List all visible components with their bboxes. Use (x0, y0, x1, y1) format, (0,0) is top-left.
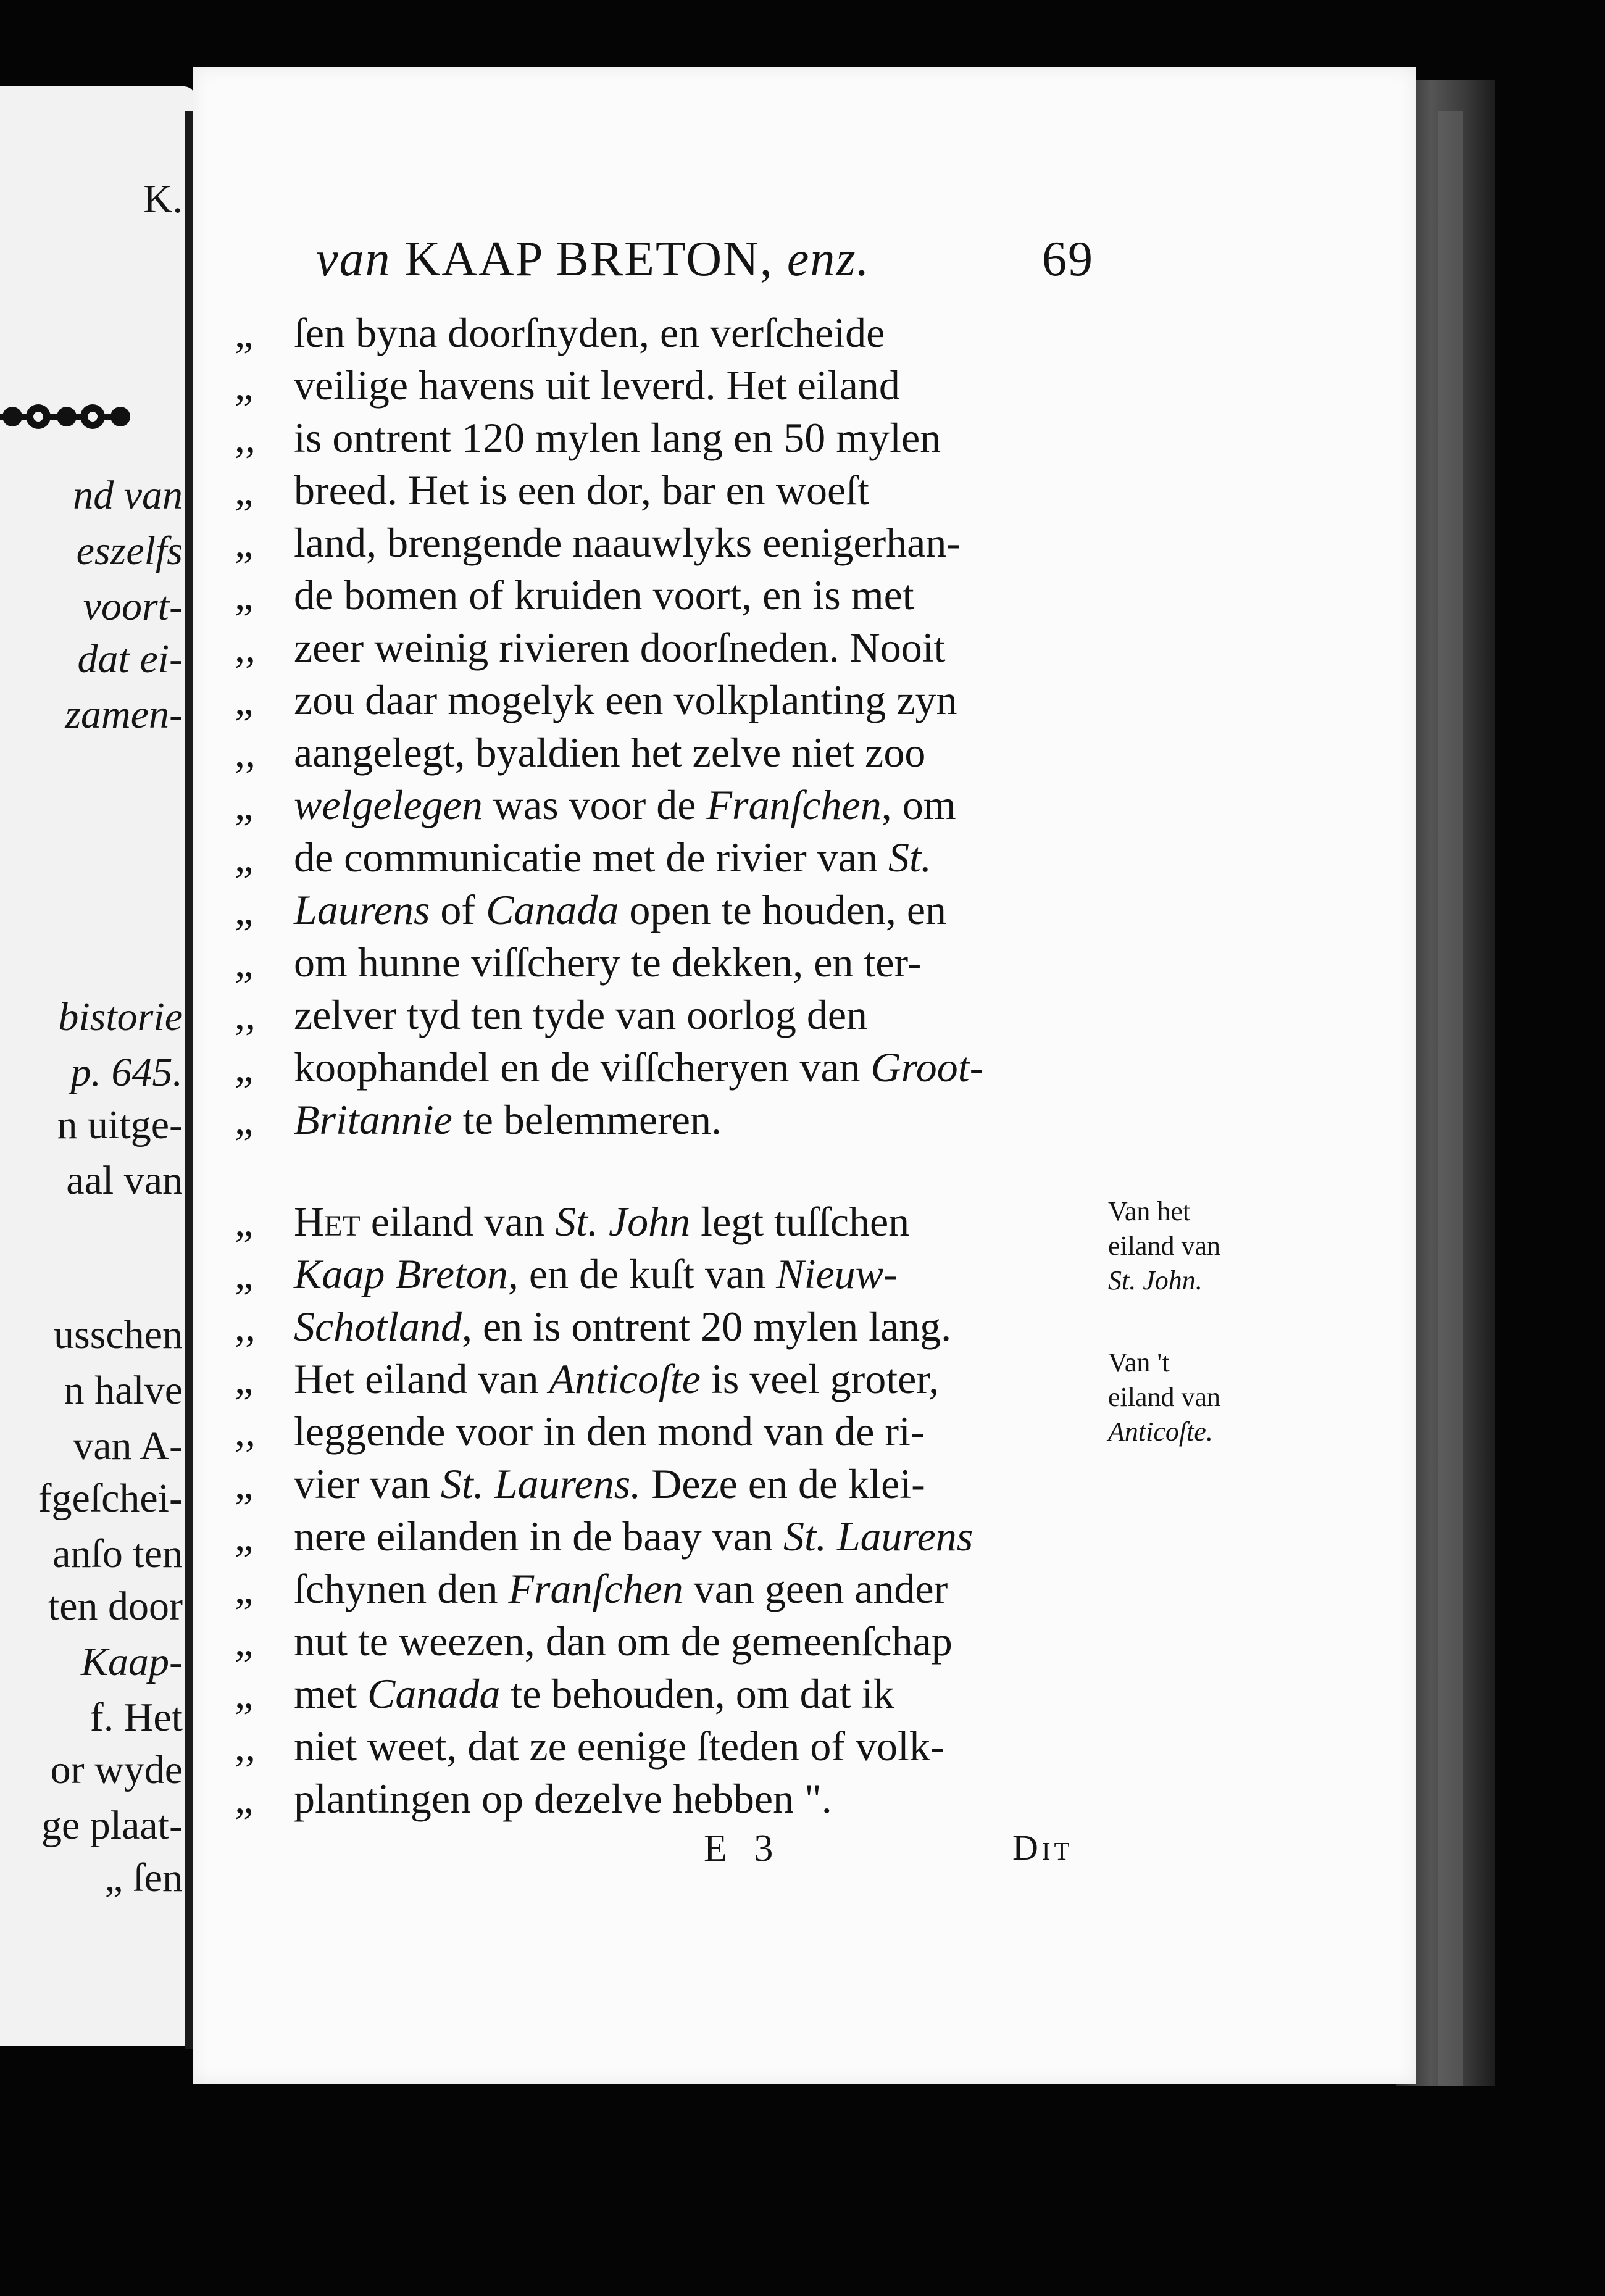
left-page-line: n halve (64, 1368, 183, 1413)
text-line (235, 1303, 1099, 1350)
quote-mark: „ (235, 1044, 254, 1091)
left-page-line: anſo ten (52, 1531, 183, 1576)
text-line (235, 834, 1099, 881)
text-segment: te behouden, om dat ik (500, 1670, 894, 1717)
quote-mark: „ (235, 1618, 254, 1665)
left-facing-page (0, 86, 195, 2046)
text-segment: leggende voor in den mond van de ri- (294, 1408, 925, 1455)
page-edge-highlight (1438, 111, 1463, 2086)
text-segment: te belemmeren. (452, 1096, 722, 1143)
small-caps-text: Het (294, 1198, 361, 1245)
quote-mark: „ (235, 1775, 254, 1822)
left-page-line: aal van (66, 1158, 183, 1203)
quote-mark: „ (235, 1460, 254, 1507)
quote-mark: „ (235, 1250, 254, 1297)
text-segment: vier van (294, 1460, 441, 1507)
text-segment: de bomen of kruiden voort, en is met (294, 572, 914, 618)
text-segment: , en is ontrent 20 mylen lang. (461, 1303, 952, 1350)
italic-text: St. Laurens. (440, 1460, 641, 1507)
text-line (235, 1044, 1099, 1091)
text-line (235, 729, 1099, 776)
left-page-line: nd van (73, 473, 183, 518)
text-segment: niet weet, dat ze eenige ſteden of volk- (294, 1723, 944, 1770)
text-segment: land, brengende naauwlyks eenigerhan- (294, 519, 961, 566)
left-page-line: dat ei- (77, 636, 183, 681)
left-page-line: „ ſen (104, 1855, 183, 1900)
text-segment: van geen ander (683, 1565, 948, 1612)
quote-mark: „ (235, 781, 254, 828)
quote-mark: „ (235, 362, 254, 409)
left-page-line: K. (143, 177, 183, 222)
quote-mark: ,, (235, 1723, 256, 1770)
quote-mark: „ (235, 1096, 254, 1143)
text-segment: nere eilanden in de baay van (294, 1513, 783, 1560)
running-head (316, 228, 1100, 290)
marginal-note-st-john (1108, 1194, 1220, 1298)
left-page-line: p. 645. (70, 1050, 183, 1095)
italic-text: welgelegen (294, 781, 483, 828)
text-segment: met (294, 1670, 367, 1717)
text-segment: zou daar mogelyk een volkplanting zyn (294, 676, 957, 723)
text-segment: plantingen op dezelve hebben ". (294, 1775, 832, 1822)
italic-text: Groot- (870, 1044, 984, 1091)
left-page-line: voort- (83, 584, 183, 629)
quote-mark: „ (235, 309, 254, 356)
text-segment: legt tuſſchen (690, 1198, 910, 1245)
italic-text: Laurens (294, 886, 430, 933)
italic-text: Franſchen (508, 1565, 683, 1612)
page-number: 69 (1042, 232, 1094, 286)
text-line (235, 1565, 1099, 1612)
text-line (235, 1408, 1099, 1455)
text-segment: zelver tyd ten tyde van oorlog den (294, 991, 868, 1038)
text-segment: ſen byna doorſnyden, en verſcheide (294, 309, 885, 356)
text-segment: om hunne viſſchery te dekken, en ter- (294, 939, 922, 986)
text-line (235, 1723, 1099, 1770)
quote-mark: „ (235, 1565, 254, 1612)
text-segment: breed. Het is een dor, bar en woeſt (294, 467, 869, 514)
text-segment: is veel groter, (701, 1355, 940, 1402)
text-segment: zeer weinig rivieren doorſneden. Nooit (294, 624, 946, 671)
quote-mark: „ (235, 1670, 254, 1717)
quote-mark: „ (235, 572, 254, 618)
text-segment: is ontrent 120 mylen lang en 50 mylen (294, 414, 941, 461)
marginal-note-line: Anticoſte. (1108, 1416, 1213, 1447)
left-page-line: zamen- (65, 692, 183, 737)
text-segment: open te houden, en (619, 886, 947, 933)
quote-mark: „ (235, 519, 254, 566)
italic-text: Kaap Breton (294, 1250, 508, 1297)
left-page-line: n uitge- (57, 1102, 183, 1147)
italic-text: St. John (555, 1198, 691, 1245)
running-head-prefix: van (316, 232, 391, 286)
quote-mark: „ (235, 834, 254, 881)
quote-mark: „ (235, 1198, 254, 1245)
italic-text: St. (888, 834, 932, 881)
text-segment: was voor de (482, 781, 707, 828)
text-line (235, 886, 1099, 933)
text-line (235, 676, 1099, 723)
text-line (235, 1198, 1099, 1245)
left-page-line: ge plaat- (41, 1803, 183, 1848)
italic-text: Schotland (294, 1303, 462, 1350)
left-page-line: fgeſchei- (38, 1476, 183, 1521)
left-page-line: f. Het (90, 1695, 183, 1740)
left-page-line: or wyde (50, 1747, 183, 1792)
running-head-title: KAAP BRETON, (404, 232, 773, 286)
italic-text: Nieuw- (776, 1250, 898, 1297)
text-line (235, 1513, 1099, 1560)
marginal-note-line: Van het (1108, 1196, 1191, 1226)
text-segment: veilige havens uit leverd. Het eiland (294, 362, 900, 409)
text-segment: aangelegt, byaldien het zelve niet zoo (294, 729, 926, 776)
text-segment: , en de kuſt van (507, 1250, 777, 1297)
italic-text: Anticoſte (549, 1355, 701, 1402)
text-segment: Het eiland van (294, 1355, 549, 1402)
left-page-line: Kaap- (81, 1639, 183, 1684)
marginal-note-line: eiland van (1108, 1382, 1221, 1412)
quote-mark: „ (235, 1355, 254, 1402)
text-line (235, 1670, 1099, 1717)
quote-mark: „ (235, 886, 254, 933)
text-segment: de communicatie met de rivier van (294, 834, 888, 881)
left-page-line: ten door (48, 1584, 183, 1629)
printer-ornament (0, 389, 130, 444)
text-segment: Deze en de klei- (641, 1460, 925, 1507)
text-segment: nut te weezen, dan om de gemeenſchap (294, 1618, 953, 1665)
left-page-line: bistorie (58, 994, 183, 1039)
text-line (235, 781, 1099, 828)
quote-mark: ,, (235, 729, 256, 776)
quote-mark: ,, (235, 1408, 256, 1455)
text-line (235, 362, 1099, 409)
text-segment: ſchynen den (294, 1565, 509, 1612)
quote-mark: „ (235, 676, 254, 723)
quote-mark: „ (235, 1513, 254, 1560)
text-line (235, 309, 1099, 356)
quote-mark: ,, (235, 414, 256, 461)
text-line (235, 624, 1099, 671)
italic-text: Franſchen (706, 781, 882, 828)
text-line (235, 1618, 1099, 1665)
quote-mark: ,, (235, 624, 256, 671)
quote-mark: ,, (235, 991, 256, 1038)
text-line (235, 1250, 1099, 1297)
text-line (235, 1775, 1099, 1822)
signature-mark: E 3 (704, 1828, 782, 1870)
italic-text: Canada (486, 886, 619, 933)
text-segment: of (430, 886, 486, 933)
text-line (235, 414, 1099, 461)
left-page-line: van A- (73, 1423, 183, 1468)
marginal-note-line: St. John. (1108, 1265, 1203, 1296)
italic-text: Britannie (294, 1096, 452, 1143)
text-segment: koophandel en de viſſcheryen van (294, 1044, 871, 1091)
text-segment: eiland van (360, 1198, 556, 1245)
marginal-note-line: eiland van (1108, 1231, 1221, 1261)
running-head-suffix: enz. (786, 232, 870, 286)
text-line (235, 574, 1099, 616)
catchword: Dit (1012, 1828, 1073, 1868)
quote-mark: ,, (235, 1303, 256, 1350)
text-line (235, 467, 1099, 514)
marginal-note-line: Van 't (1108, 1347, 1170, 1378)
left-page-line: ussсhen (54, 1312, 183, 1357)
quote-mark: „ (235, 467, 254, 514)
italic-text: St. Laurens (783, 1513, 973, 1560)
text-line (235, 519, 1099, 566)
quote-mark: „ (235, 939, 254, 986)
text-line (235, 1460, 1099, 1507)
marginal-note-anticoste (1108, 1346, 1220, 1449)
text-line (235, 939, 1099, 986)
text-line (235, 1096, 1099, 1143)
text-line (235, 1355, 1099, 1402)
text-line (235, 991, 1099, 1038)
left-page-line: eszelfs (76, 528, 183, 573)
text-segment: , om (881, 781, 956, 828)
italic-text: Canada (367, 1670, 501, 1717)
